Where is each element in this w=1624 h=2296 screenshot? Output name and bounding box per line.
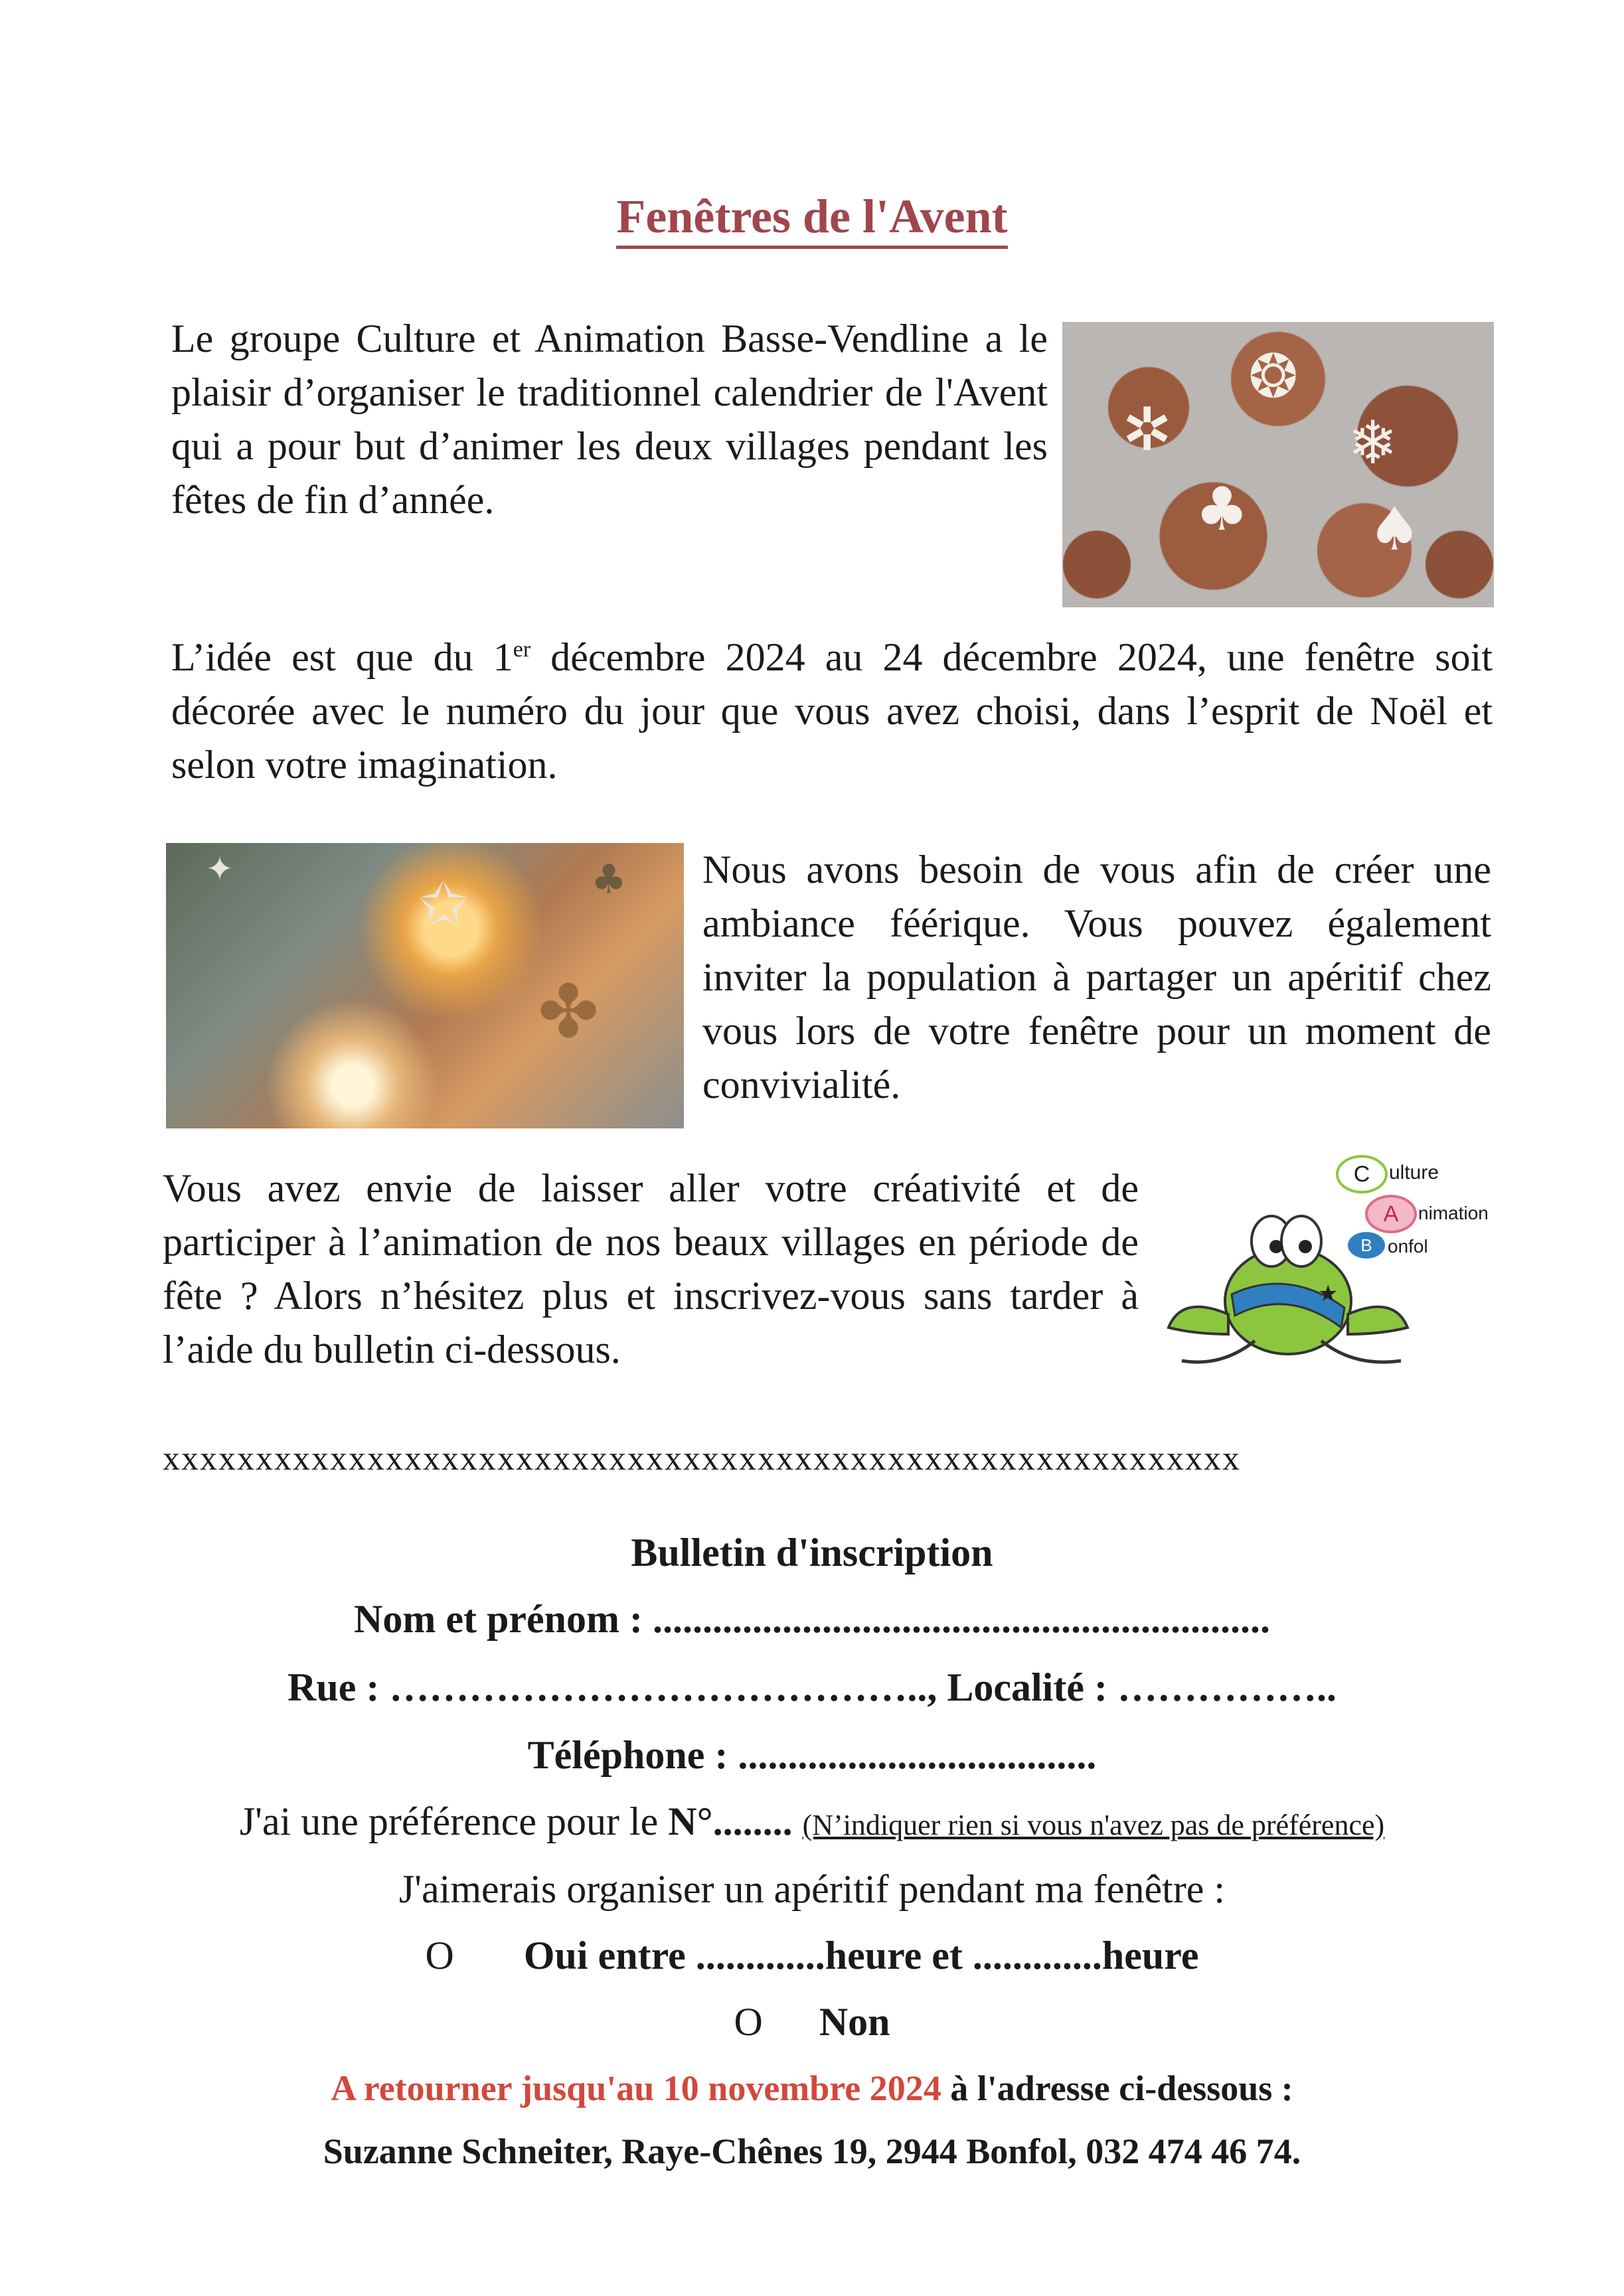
yes-radio[interactable]: O	[425, 1934, 454, 1977]
preference-number-blank[interactable]: N°........	[668, 1799, 793, 1843]
idea-paragraph: L’idée est que du 1er décembre 2024 au 24 décembre 2024, une fenêtre soit décorée avec le numéro du jour que vous avez choisi, dans l’esprit de Noël et selon votre imagination.	[171, 635, 1493, 787]
aperitif-question: J'aimerais organiser un apéritif pendant ma fenêtre :	[398, 1867, 1226, 1911]
tree-cookie-icon: ♣	[1195, 475, 1249, 544]
address-field[interactable]	[0, 1665, 1624, 1711]
christmas-window-image	[166, 843, 684, 1128]
cut-line: xxxxxxxxxxxxxxxxxxxxxxxxxxxxxxxxxxxxxxxxxxxxxxxxxxxxxxxxxx	[163, 1440, 1241, 1478]
preference-note: (N’indiquer rien si vous n'avez pas de préférence)	[802, 1809, 1385, 1841]
street-blank[interactable]: …………………………………..,	[389, 1665, 937, 1709]
name-label: Nom et prénom :	[354, 1597, 643, 1641]
logo-letter-c: C	[1336, 1155, 1388, 1193]
star-decoration-icon: ✦	[206, 850, 234, 888]
culture-animation-bonfol-logo	[1155, 1142, 1489, 1381]
page-title: Fenêtres de l'Avent	[0, 189, 1624, 244]
no-label: Non	[819, 2000, 890, 2044]
logo-word-animation: nimation	[1418, 1203, 1489, 1223]
phone-label: Téléphone :	[527, 1733, 728, 1777]
logo-letter-b: B	[1348, 1232, 1385, 1259]
snowflake-cookie-icon: ❄	[1348, 408, 1398, 478]
return-address-intro: à l'adresse ci-dessous :	[941, 2068, 1293, 2108]
logo-letter-a: A	[1365, 1195, 1417, 1233]
yes-label: Oui entre .............heure et .............heure	[523, 1934, 1199, 1977]
need-paragraph: Nous avons besoin de vous afin de créer une ambiance féérique. Vous pouvez également inviter la population à partager un apéritif chez vous lors de votre fenêtre pour un moment de convivialité.	[702, 848, 1491, 1107]
name-blank[interactable]: ..............................................................	[652, 1597, 1270, 1641]
svg-text:★: ★	[1318, 1280, 1339, 1307]
form-heading: Bulletin d'inscription	[631, 1531, 993, 1574]
return-deadline	[0, 2068, 1624, 2109]
street-label: Rue :	[287, 1665, 380, 1709]
envie-paragraph: Vous avez envie de laisser aller votre créativité et de participer à l’animation de nos beaux villages en période de fête ? Alors n’hésitez plus et inscrivez-vous sans tarder à l’aide du bulletin ci-dessous.	[163, 1166, 1139, 1371]
gingerbread-cookies-image	[1062, 322, 1494, 607]
aperitif-yes-option[interactable]	[0, 1933, 1624, 1979]
deadline-text: A retourner jusqu'au 10 novembre 2024	[331, 2068, 941, 2108]
logo-word-culture: ulture	[1389, 1162, 1439, 1184]
name-field[interactable]	[0, 1596, 1624, 1642]
no-radio[interactable]: O	[734, 2000, 763, 2044]
preference-label: J'ai une préférence pour le	[239, 1799, 659, 1843]
logo-word-bonfol: onfol	[1388, 1236, 1428, 1257]
tree-cookie-icon: ♠	[1368, 495, 1421, 564]
intro-paragraph: Le groupe Culture et Animation Basse-Vendline a le plaisir d’organiser le traditionnel calendrier de l'Avent qui a pour but d’animer les deux villages pendant les fêtes de fin d’année.	[171, 317, 1048, 522]
locality-label: Localité :	[947, 1665, 1107, 1709]
star-cookie-icon: ✲	[1122, 395, 1173, 465]
return-address: Suzanne Schneiter, Raye-Chênes 19, 2944 Bonfol, 032 474 46 74.	[323, 2131, 1301, 2171]
frog-mascot-icon	[1155, 1142, 1421, 1381]
aperitif-no-option[interactable]	[0, 1999, 1624, 2045]
phone-field[interactable]	[0, 1732, 1624, 1778]
phone-blank[interactable]: ....................................	[738, 1733, 1097, 1777]
tree-decoration-icon: ♣	[591, 856, 627, 903]
reindeer-decoration-icon: ✤	[538, 969, 600, 1054]
locality-blank[interactable]: ……………..	[1117, 1665, 1337, 1709]
ornament-cookie-icon: ❂	[1248, 342, 1299, 412]
preference-field[interactable]	[0, 1799, 1624, 1845]
star-decoration-icon: ✩	[418, 870, 469, 939]
